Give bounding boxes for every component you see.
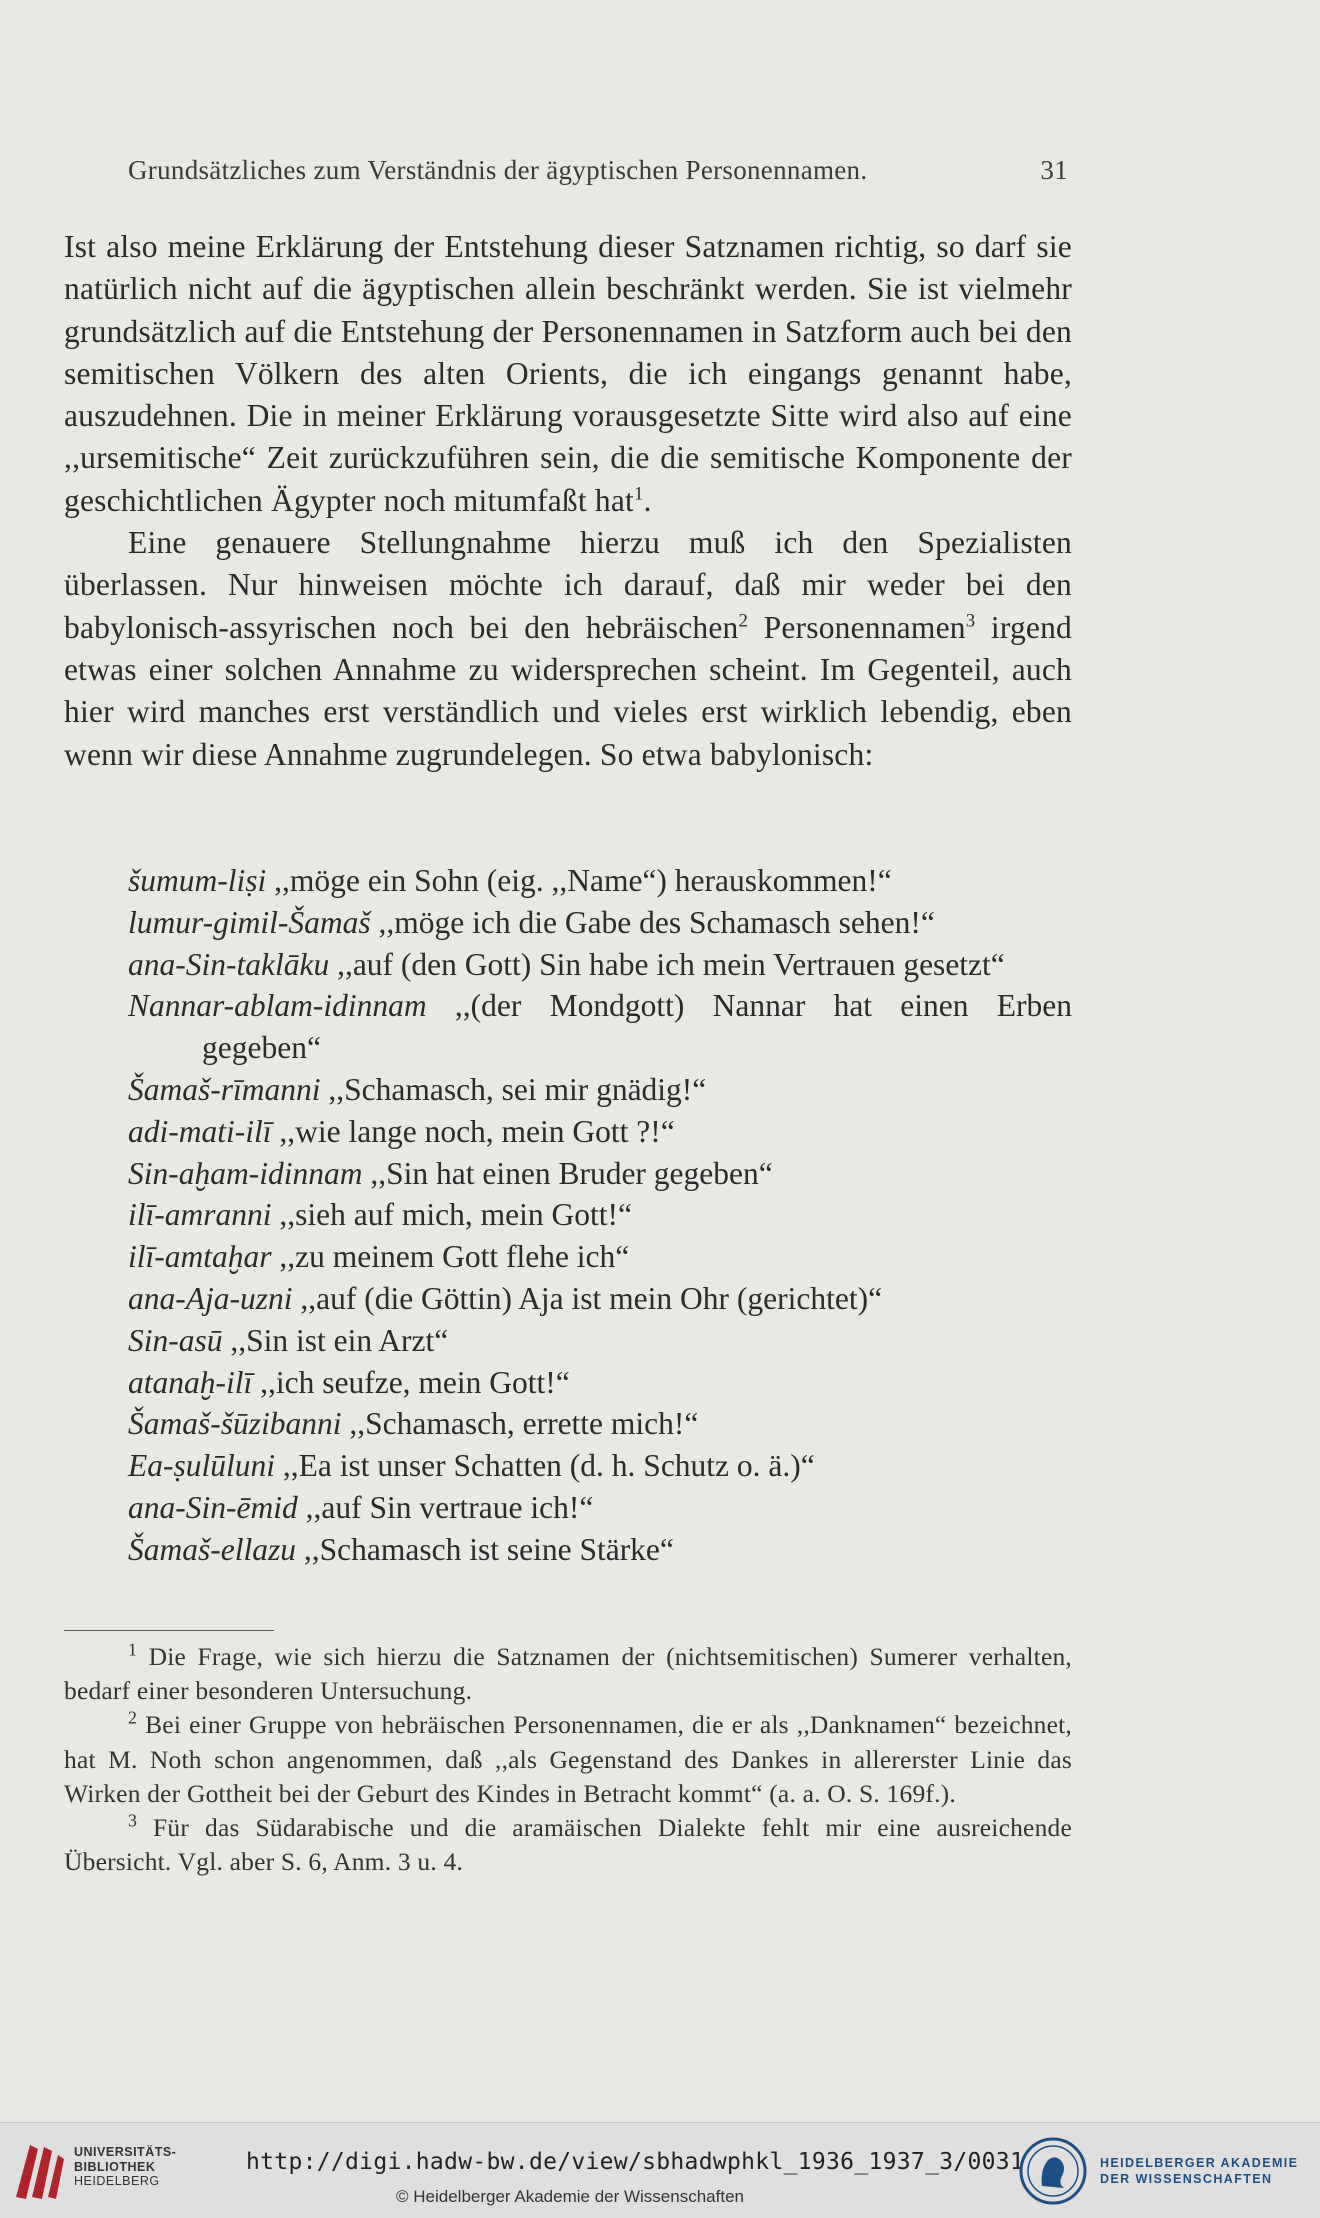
viewer-footer (0, 2122, 1320, 2218)
example-gloss: ,,möge ich die Gabe des Schamasch sehen!“ (370, 904, 935, 940)
academy-name-line-2: DER WISSENSCHAFTEN (1100, 2172, 1273, 2186)
example-name: ilī-amranni (128, 1197, 272, 1233)
paragraph-1-end: . (643, 482, 652, 518)
example-item (128, 944, 1072, 986)
library-name-line-2: BIBLIOTHEK (74, 2159, 156, 2174)
footnote-mark: 2 (128, 1707, 138, 1728)
university-library-name (74, 2145, 176, 2189)
example-gloss: ,,Ea ist unser Schatten (d. h. Schutz o. ä.)“ (275, 1448, 815, 1484)
running-head (128, 155, 1068, 186)
example-name: šumum-liṣi (128, 863, 267, 898)
example-name: ana-Sin-ēmid (128, 1489, 298, 1525)
example-list (128, 860, 1072, 1571)
footnote-mark: 3 (128, 1810, 138, 1831)
footnotes (64, 1640, 1072, 1879)
paragraph-2-text-a: Eine genauere Stellungnahme hierzu muß ich den Spezialisten überlassen. Nur hinweisen möchte ich darauf, daß mir weder bei den babylonisch-assyrischen noch bei den hebräischen (64, 525, 1072, 645)
example-item (128, 1194, 1072, 1236)
paragraph-1 (64, 226, 1072, 522)
example-item (128, 1487, 1072, 1529)
academy-seal-icon[interactable] (1018, 2136, 1088, 2206)
footnote-2 (64, 1708, 1072, 1811)
example-gloss: ,,Schamasch, errette mich!“ (341, 1406, 699, 1442)
example-name: Šamaš-ellazu (128, 1531, 296, 1567)
example-item (128, 1069, 1072, 1111)
example-name: lumur-gimil-Šamaš (128, 904, 371, 940)
example-item (128, 1278, 1072, 1320)
footnote-divider (64, 1630, 274, 1631)
example-name: adi-mati-ilī (128, 1113, 272, 1149)
footnote-text: Für das Südarabische und die aramäischen Dialekte fehlt mir eine ausreichende Übersicht. Vgl. aber S. 6, Anm. 3 u. 4. (64, 1813, 1072, 1877)
example-name: ana-Aja-uzni (128, 1280, 293, 1316)
example-gloss: ,,auf (den Gott) Sin habe ich mein Vertrauen gesetzt“ (329, 946, 1005, 982)
paragraph-2-text-b: Personennamen (748, 609, 966, 645)
footnote-1 (64, 1640, 1072, 1708)
example-item (128, 860, 1072, 902)
footnote-text: Bei einer Gruppe von hebräischen Personennamen, die er als ,,Danknamen“ bezeichnet, hat M. Noth schon angenommen, daß ,,als Gegenstand des Dankes in allererster Linie das Wirken der Gottheit bei der Geburt des Kindes in Betracht kommt“ (a. a. O. S. 169f.). (64, 1710, 1072, 1808)
example-name: Sin-asū (128, 1322, 223, 1358)
example-item (128, 902, 1072, 944)
example-item (128, 1153, 1072, 1195)
example-gloss: ,,wie lange noch, mein Gott ?!“ (271, 1113, 675, 1149)
university-library-logo-icon[interactable] (12, 2135, 66, 2205)
permalink-url[interactable]: http://digi.hadw-bw.de/view/sbhadwphkl_1936_1937_3/0031 (246, 2149, 1025, 2175)
footnote-ref-3: 3 (965, 610, 976, 632)
library-name-line-1: UNIVERSITÄTS- (74, 2145, 177, 2159)
example-name: ilī-amtaḫar (128, 1239, 272, 1275)
example-name: Nannar-ablam-idinnam (128, 988, 427, 1024)
example-name: atanaḫ-ilī (128, 1364, 253, 1400)
paragraph-1-text: Ist also meine Erklärung der Entstehung dieser Satznamen richtig, so darf sie natürlich nicht auf die ägyptischen allein beschränkt werden. Sie ist vielmehr grundsätzlich auf die Entstehung der Personennamen in Satzform auch bei den semitischen Völkern des alten Orients, die ich eingangs genannt habe, auszudehnen. Die in meiner Erklärung vorausgesetzte Sitte wird also auf eine ,,ursemitische“ Zeit zurückzuführen sein, die die semitische Komponente der geschichtlichen Ägypter noch mitumfaßt hat (64, 229, 1072, 518)
example-item (128, 1236, 1072, 1278)
academy-name (1100, 2155, 1298, 2187)
example-item (128, 1529, 1072, 1571)
example-gloss: ,,auf (die Göttin) Aja ist mein Ohr (gerichtet)“ (292, 1280, 883, 1316)
example-item (128, 985, 1072, 1069)
example-name: Šamaš-rīmanni (128, 1071, 321, 1107)
body-text (64, 226, 1072, 776)
example-gloss: ,,ich seufze, mein Gott!“ (252, 1364, 570, 1400)
example-gloss: ,,auf Sin vertraue ich!“ (297, 1489, 594, 1525)
example-item (128, 1403, 1072, 1445)
footnote-text: Die Frage, wie sich hierzu die Satznamen der (nichtsemitischen) Sumerer verhalten, bedarf einer besonderen Untersuchung. (64, 1642, 1072, 1706)
copyright-notice: © Heidelberger Akademie der Wissenschaften (396, 2187, 744, 2206)
footnote-ref-2: 2 (738, 610, 749, 632)
example-name: ana-Sin-taklāku (128, 946, 330, 982)
library-name-line-3: HEIDELBERG (74, 2174, 160, 2188)
example-gloss: ,,Schamasch ist seine Stärke“ (296, 1531, 674, 1567)
example-gloss: ,,Schamasch, sei mir gnädig!“ (320, 1071, 707, 1107)
example-name: Šamaš-šūzibanni (128, 1406, 342, 1442)
example-name: Sin-aḫam-idinnam (128, 1155, 363, 1191)
example-item (128, 1111, 1072, 1153)
example-name: Ea-ṣulūluni (128, 1448, 275, 1484)
example-item (128, 1362, 1072, 1404)
academy-name-line-1: HEIDELBERGER AKADEMIE (1100, 2156, 1299, 2170)
paragraph-2 (64, 522, 1072, 776)
example-gloss: ,,Sin ist ein Arzt“ (222, 1322, 449, 1358)
example-gloss: ,,(der Mondgott) Nannar hat einen Erben gegeben“ (202, 988, 1072, 1066)
example-gloss: ,,zu meinem Gott flehe ich“ (271, 1239, 630, 1275)
page-number: 31 (1040, 155, 1068, 185)
example-item (128, 1320, 1072, 1362)
example-item (128, 1445, 1072, 1487)
footnote-mark: 1 (128, 1639, 138, 1660)
example-gloss: ,,Sin hat einen Bruder gegeben“ (362, 1155, 773, 1191)
footnote-3 (64, 1811, 1072, 1879)
example-gloss: ,,sieh auf mich, mein Gott!“ (271, 1197, 632, 1233)
footnote-ref-1: 1 (634, 483, 644, 505)
example-gloss: ,,möge ein Sohn (eig. ,,Name“) herauskommen!“ (266, 863, 892, 898)
running-head-title: Grundsätzliches zum Verständnis der ägyptischen Personennamen. (128, 155, 868, 185)
paragraph-2-text-c: irgend etwas einer solchen Annahme zu widersprechen scheint. Im Gegenteil, auch hier wird manches erst verständlich und vieles erst wirklich lebendig, eben wenn wir diese Annahme zugrundelegen. So etwa babylonisch: (64, 609, 1072, 772)
